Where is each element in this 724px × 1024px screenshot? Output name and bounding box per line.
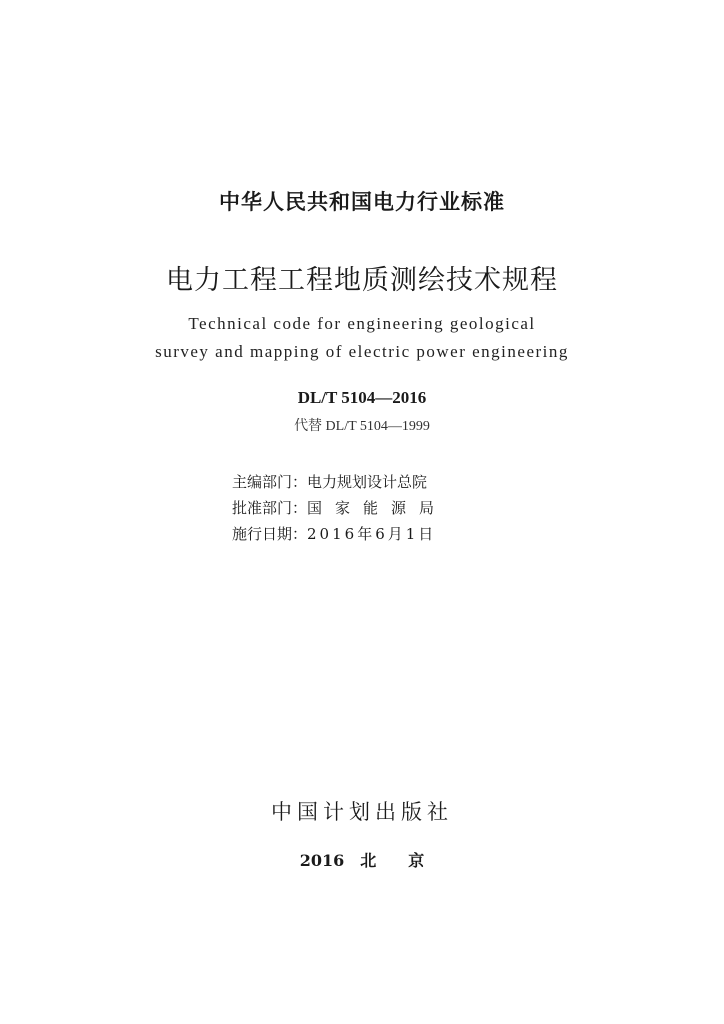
document-title-english-line2: survey and mapping of electric power engineering [155, 342, 569, 361]
replaces-standard: 代替 DL/T 5104—1999 [294, 419, 430, 434]
editor-row [232, 471, 427, 492]
effective-date-row [232, 523, 436, 544]
publisher-name: 中国计划出版社 [271, 800, 453, 824]
publication-line [0, 848, 724, 871]
document-title-chinese: 电力工程工程地质测绘技术规程 [166, 265, 558, 296]
approver-row [232, 497, 447, 518]
document-title-english-line1: Technical code for engineering geological [188, 314, 536, 333]
effective-date-value: 2016年6月1日 [307, 525, 437, 543]
standard-code: DL/T 5104—2016 [297, 388, 427, 407]
editor-value: 电力规划设计总院 [307, 473, 428, 491]
editor-label: 主编部门： [232, 473, 308, 491]
organization-header: 中华人民共和国电力行业标准 [219, 190, 505, 214]
approver-label: 批准部门： [232, 499, 308, 517]
publication-city: 北 京 [360, 851, 425, 870]
approver-value: 国家能源局 [307, 499, 448, 517]
publication-year: 2016 [299, 851, 345, 870]
effective-date-label: 施行日期： [232, 525, 308, 543]
